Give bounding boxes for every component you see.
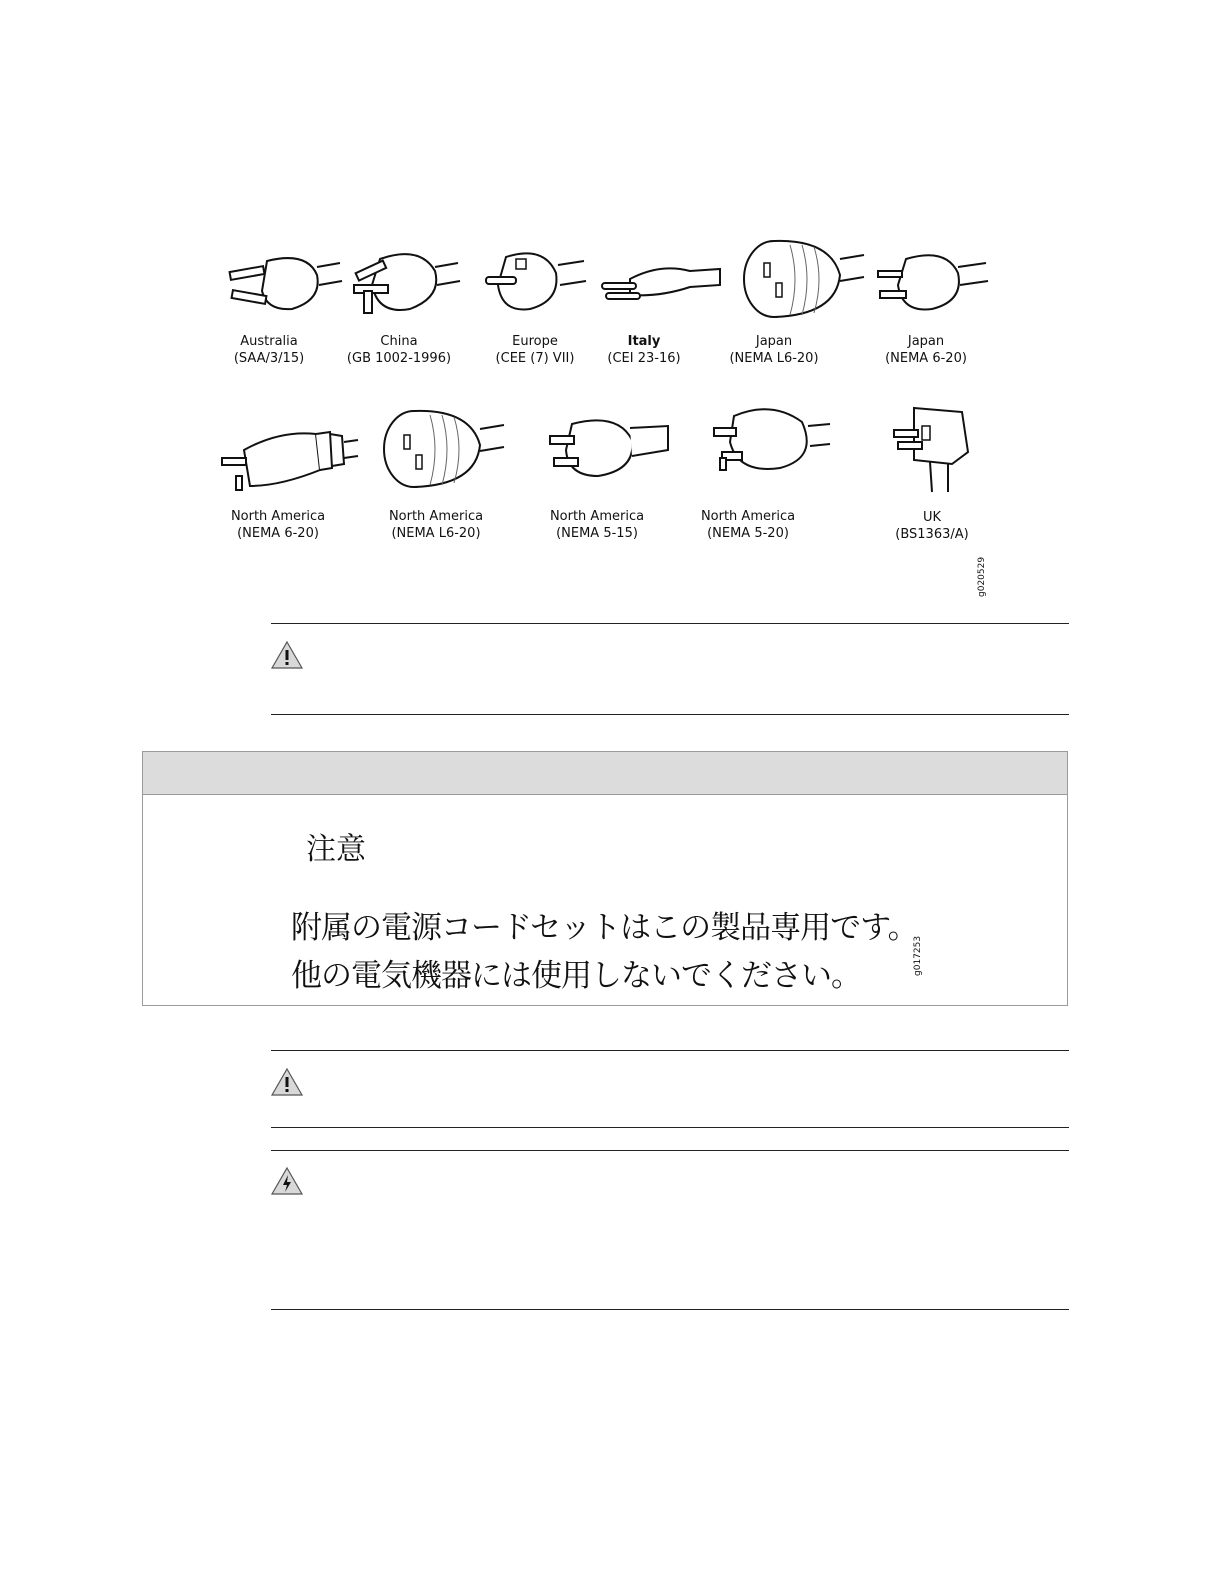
plug-north-america-5-15	[548, 410, 678, 490]
plug-europe-icon	[484, 245, 594, 325]
plug-standard: (NEMA 5-15)	[556, 526, 638, 541]
plug-japan-l6-20-icon	[740, 235, 870, 325]
plug-uk	[892, 402, 972, 494]
japanese-notice	[142, 751, 1068, 1006]
plug-italy	[600, 255, 730, 315]
plug-label	[714, 333, 834, 367]
figure-id: g020529	[977, 556, 987, 597]
plug-standard: (NEMA 5-20)	[707, 526, 789, 541]
plug-label	[584, 333, 704, 367]
alert-bottom-rule	[271, 1127, 1069, 1128]
exclamation-triangle-icon	[270, 1067, 304, 1097]
plug-label	[872, 509, 992, 543]
plug-japan-6-20-icon	[876, 245, 996, 325]
plug-label	[475, 333, 595, 367]
plug-north-america-l6-20	[380, 405, 510, 495]
plug-name: China	[380, 334, 418, 349]
plug-name: North America	[230, 509, 326, 524]
notice-line-1: 附属の電源コードセットはこの製品専用です。	[291, 910, 918, 946]
plug-label	[688, 508, 808, 542]
plug-label	[376, 508, 496, 542]
plug-standard: (NEMA 6-20)	[885, 351, 967, 366]
alert-top-rule	[271, 1150, 1069, 1151]
plug-china	[350, 245, 470, 325]
notice-header-bar	[143, 752, 1067, 795]
plug-standard: (NEMA 6-20)	[237, 526, 319, 541]
plug-name: Italy	[627, 334, 661, 349]
plug-name: Japan	[755, 334, 793, 349]
plug-name: North America	[700, 509, 796, 524]
plug-china-icon	[350, 245, 470, 325]
plug-name: Europe	[512, 334, 558, 349]
plug-standard: (NEMA L6-20)	[729, 351, 819, 366]
alert-top-rule	[271, 1050, 1069, 1051]
alert-bottom-rule	[271, 1309, 1069, 1310]
plug-north-america-5-20	[712, 402, 832, 492]
plug-label	[209, 333, 329, 367]
plug-japan-l6-20	[740, 235, 870, 325]
plug-north-america-6-20	[220, 420, 360, 500]
plug-label	[339, 333, 459, 367]
plug-label	[218, 508, 338, 542]
plug-standard: (CEI 23-16)	[607, 351, 681, 366]
plug-label	[866, 333, 986, 367]
plug-europe	[484, 245, 594, 325]
notice-title: 注意	[306, 832, 366, 867]
notice-figure-id: g017253	[913, 935, 923, 976]
exclamation-triangle-icon	[270, 640, 304, 670]
plug-italy-icon	[600, 255, 730, 315]
plug-australia	[222, 245, 342, 325]
plug-standard: (BS1363/A)	[895, 527, 969, 542]
plug-standard: (CEE (7) VII)	[495, 351, 575, 366]
plug-name: Australia	[240, 334, 298, 349]
plug-japan-6-20	[876, 245, 996, 325]
plug-name: North America	[549, 509, 645, 524]
plug-north-america-l6-20-icon	[380, 405, 510, 495]
plug-standard: (NEMA L6-20)	[391, 526, 481, 541]
lightning-triangle-icon	[270, 1166, 304, 1196]
plug-standard: (GB 1002-1996)	[346, 351, 452, 366]
plug-north-america-5-20-icon	[712, 402, 832, 492]
plug-name: North America	[388, 509, 484, 524]
plug-australia-icon	[222, 245, 342, 325]
plug-label	[537, 508, 657, 542]
alert-bottom-rule	[271, 714, 1069, 715]
plug-name: UK	[922, 510, 942, 525]
plug-standard: (SAA/3/15)	[233, 351, 305, 366]
plug-north-america-6-20-icon	[220, 420, 360, 500]
plug-north-america-5-15-icon	[548, 410, 678, 490]
notice-line-2: 他の電気機器には使用しないでください。	[291, 958, 861, 994]
plug-name: Japan	[907, 334, 945, 349]
plug-uk-icon	[892, 402, 972, 494]
alert-top-rule	[271, 623, 1069, 624]
